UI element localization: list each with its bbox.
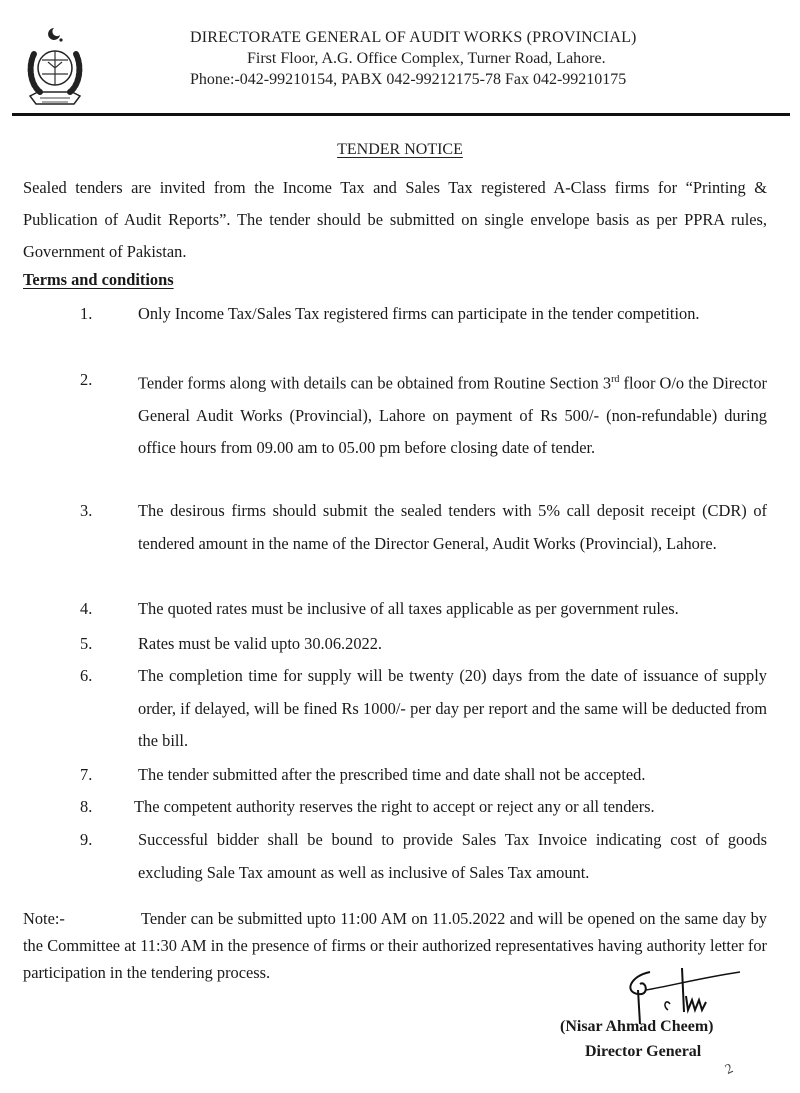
note-label: Note:- — [23, 909, 65, 928]
term-text: The quoted rates must be inclusive of all taxes applicable as per government rules. — [138, 599, 679, 618]
notice-intro: Sealed tenders are invited from the Income Tax and Sales Tax registered A-Class firms for “Printing & Publication of Audit Reports”. The tender should be submitted on single envelope basis as per PPRA rules, Government of Pakistan. — [23, 178, 767, 261]
term-text: The completion time for supply will be twenty (20) days from the date of issuance of supply order, if delayed, will be fined Rs 1000/- per day per report and the same will be deducted from the bill. — [138, 666, 767, 750]
term-number: 4. — [80, 599, 93, 618]
organization-address: First Floor, A.G. Office Complex, Turner Road, Lahore. — [247, 50, 606, 67]
notice-title — [0, 141, 800, 159]
term-number: 8. — [80, 797, 93, 816]
note-text: Tender can be submitted upto 11:00 AM on 11.05.2022 and will be opened on the same day by the Committee at 11:30 AM in the presence of firms or their authorized representatives having authority letter for participation in the tendering process. — [23, 909, 767, 982]
term-text: Rates must be valid upto 30.06.2022. — [138, 634, 383, 653]
ordinal-suffix: rd — [611, 374, 620, 385]
term-text: The tender submitted after the prescribed time and date shall not be accepted. — [138, 765, 646, 784]
term-text: Successful bidder shall be bound to provide Sales Tax Invoice indicating cost of goods excluding Sale Tax amount as well as inclusive of Sales Tax amount. — [138, 830, 767, 882]
term-number: 7. — [80, 765, 93, 784]
terms-heading: Terms and conditions — [23, 270, 174, 289]
page-mark: 2 — [722, 1061, 736, 1078]
organization-name: DIRECTORATE GENERAL OF AUDIT WORKS (PROVINCIAL) — [190, 29, 637, 46]
organization-contact: Phone:-042-99210154, PABX 042-99212175-78 Fax 042-99210175 — [190, 71, 627, 88]
term-number: 5. — [80, 634, 93, 653]
header-divider — [12, 113, 790, 116]
term-text: The desirous firms should submit the sealed tenders with 5% call deposit receipt (CDR) of tendered amount in the name of the Director General, Audit Works (Provincial), Lahore. — [138, 501, 767, 553]
notice-title-text: TENDER NOTICE — [337, 141, 463, 158]
government-emblem-icon — [26, 26, 84, 112]
term-text: Only Income Tax/Sales Tax registered firms can participate in the tender competition. — [138, 304, 700, 323]
term-text — [138, 364, 767, 465]
signatory-name: (Nisar Ahmad Cheem) — [560, 1018, 714, 1035]
signatory-designation: Director General — [585, 1043, 702, 1060]
term-number: 3. — [80, 501, 93, 520]
term-number: 2. — [80, 370, 93, 389]
term-text-part: Tender forms along with details can be obtained from Routine Section 3 — [138, 373, 612, 393]
term-number: 1. — [80, 304, 93, 323]
term-text: The competent authority reserves the right to accept or reject any or all tenders. — [134, 797, 655, 816]
term-number: 9. — [80, 830, 93, 849]
term-number: 6. — [80, 666, 93, 685]
term-text-part: floor O/o the Director General Audit Works (Provincial), Lahore on payment of Rs 500/- (non-refundable) during office hours from 09.00 am to 05.00 pm before closing date of tender. — [138, 373, 768, 458]
